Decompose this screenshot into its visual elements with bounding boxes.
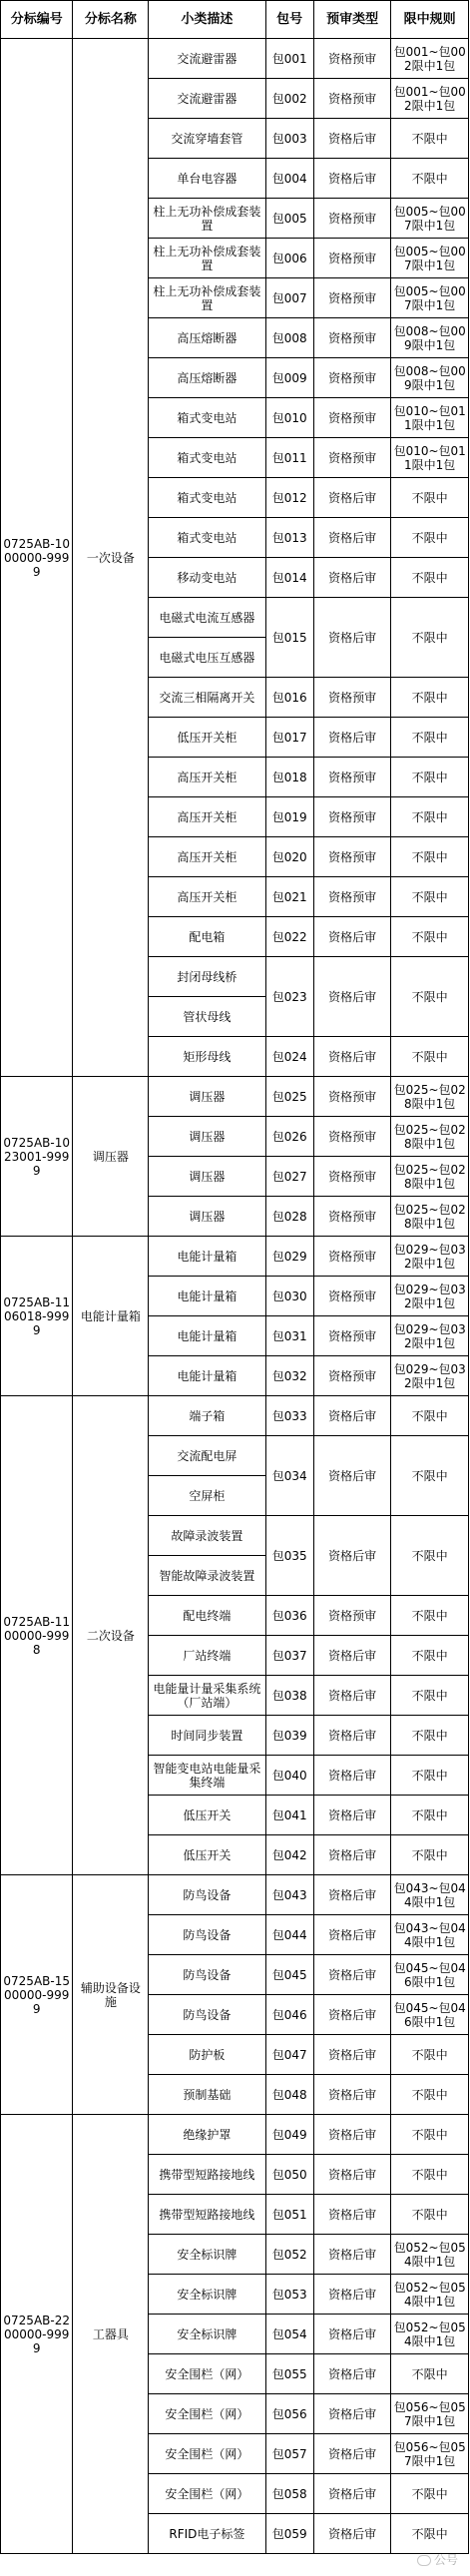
header-code: 分标编号 <box>1 1 73 39</box>
package-cell: 包039 <box>265 1716 313 1756</box>
review-type-cell: 资格后审 <box>313 2354 391 2394</box>
review-type-cell: 资格预审 <box>313 358 391 398</box>
limit-rule-cell: 包043~包044限中1包 <box>391 1875 469 1915</box>
item-desc-cell: 端子箱 <box>149 1396 265 1436</box>
package-cell: 包032 <box>265 1356 313 1396</box>
review-type-cell: 资格预审 <box>313 278 391 318</box>
limit-rule-cell: 包029~包032限中1包 <box>391 1237 469 1277</box>
limit-rule-cell: 不限中 <box>391 2354 469 2394</box>
item-desc-cell: 调压器 <box>149 1077 265 1117</box>
package-cell: 包010 <box>265 398 313 438</box>
package-cell: 包044 <box>265 1915 313 1955</box>
item-desc-cell: 调压器 <box>149 1117 265 1157</box>
review-type-cell: 资格预审 <box>313 79 391 119</box>
item-desc-cell: 时间同步装置 <box>149 1716 265 1756</box>
review-type-cell: 资格后审 <box>313 558 391 598</box>
review-type-cell: 资格预审 <box>313 837 391 877</box>
package-cell: 包030 <box>265 1277 313 1316</box>
item-desc-cell: RFID电子标签 <box>149 2514 265 2554</box>
package-cell: 包027 <box>265 1157 313 1197</box>
limit-rule-cell: 包025~包028限中1包 <box>391 1077 469 1117</box>
review-type-cell: 资格后审 <box>313 1915 391 1955</box>
item-desc-cell: 安全标识牌 <box>149 2315 265 2354</box>
package-cell: 包052 <box>265 2235 313 2275</box>
item-desc-cell: 箱式变电站 <box>149 438 265 478</box>
package-cell: 包013 <box>265 518 313 558</box>
item-desc-cell: 防鸟设备 <box>149 1875 265 1915</box>
package-cell: 包022 <box>265 917 313 957</box>
item-desc-cell: 防鸟设备 <box>149 1995 265 2035</box>
review-type-cell: 资格预审 <box>313 678 391 718</box>
item-desc-cell: 低压开关 <box>149 1835 265 1875</box>
review-type-cell: 资格后审 <box>313 2155 391 2195</box>
group-name-cell: 调压器 <box>73 1077 149 1237</box>
item-desc-cell: 电能计量箱 <box>149 1237 265 1277</box>
limit-rule-cell: 不限中 <box>391 2115 469 2155</box>
review-type-cell: 资格预审 <box>313 758 391 797</box>
limit-rule-cell: 不限中 <box>391 2514 469 2554</box>
package-cell: 包051 <box>265 2195 313 2235</box>
limit-rule-cell: 不限中 <box>391 518 469 558</box>
review-type-cell: 资格后审 <box>313 957 391 1037</box>
limit-rule-cell: 不限中 <box>391 1716 469 1756</box>
item-desc-cell: 故障录波装置 <box>149 1516 265 1556</box>
package-cell: 包007 <box>265 278 313 318</box>
limit-rule-cell: 不限中 <box>391 2155 469 2195</box>
item-desc-cell: 配电终端 <box>149 1596 265 1636</box>
package-cell: 包024 <box>265 1037 313 1077</box>
review-type-cell: 资格预审 <box>313 239 391 278</box>
item-desc-cell: 交流避雷器 <box>149 79 265 119</box>
limit-rule-cell: 不限中 <box>391 2075 469 2115</box>
item-desc-cell: 电能计量箱 <box>149 1356 265 1396</box>
item-desc-cell: 电磁式电压互感器 <box>149 638 265 678</box>
wechat-icon <box>417 2555 431 2566</box>
item-desc-cell: 箱式变电站 <box>149 478 265 518</box>
package-cell: 包045 <box>265 1955 313 1995</box>
review-type-cell: 资格预审 <box>313 438 391 478</box>
review-type-cell: 资格预审 <box>313 398 391 438</box>
item-desc-cell: 防护板 <box>149 2035 265 2075</box>
package-cell: 包055 <box>265 2354 313 2394</box>
limit-rule-cell: 不限中 <box>391 758 469 797</box>
item-desc-cell: 电磁式电流互感器 <box>149 598 265 638</box>
limit-rule-cell: 不限中 <box>391 917 469 957</box>
header-desc: 小类描述 <box>149 1 265 39</box>
review-type-cell: 资格后审 <box>313 1716 391 1756</box>
table-row <box>1 2115 469 2155</box>
item-desc-cell: 预制基础 <box>149 2075 265 2115</box>
limit-rule-cell: 不限中 <box>391 1636 469 1676</box>
limit-rule-cell: 包005~包007限中1包 <box>391 278 469 318</box>
package-cell: 包058 <box>265 2474 313 2514</box>
limit-rule-cell: 不限中 <box>391 1676 469 1716</box>
item-desc-cell: 安全标识牌 <box>149 2275 265 2315</box>
limit-rule-cell: 包010~包011限中1包 <box>391 438 469 478</box>
review-type-cell: 资格后审 <box>313 2075 391 2115</box>
review-type-cell: 资格后审 <box>313 2115 391 2155</box>
header-review-type: 预审类型 <box>313 1 391 39</box>
group-code-cell: 0725AB-2200000-9999 <box>1 2115 73 2554</box>
group-name-cell: 二次设备 <box>73 1396 149 1875</box>
limit-rule-cell: 包052~包054限中1包 <box>391 2315 469 2354</box>
table-row <box>1 39 469 79</box>
item-desc-cell: 交流穿墙套管 <box>149 119 265 159</box>
review-type-cell: 资格预审 <box>313 797 391 837</box>
limit-rule-cell: 不限中 <box>391 797 469 837</box>
limit-rule-cell: 包001~包002限中1包 <box>391 39 469 79</box>
limit-rule-cell: 不限中 <box>391 478 469 518</box>
review-type-cell: 资格后审 <box>313 2434 391 2474</box>
review-type-cell: 资格后审 <box>313 2474 391 2514</box>
header-row <box>1 1 469 39</box>
item-desc-cell: 箱式变电站 <box>149 518 265 558</box>
review-type-cell: 资格后审 <box>313 2235 391 2275</box>
review-type-cell: 资格后审 <box>313 2275 391 2315</box>
item-desc-cell: 柱上无功补偿成套装置 <box>149 239 265 278</box>
item-desc-cell: 交流三相隔离开关 <box>149 678 265 718</box>
package-cell: 包040 <box>265 1756 313 1796</box>
review-type-cell: 资格后审 <box>313 2514 391 2554</box>
item-desc-cell: 调压器 <box>149 1157 265 1197</box>
review-type-cell: 资格后审 <box>313 1676 391 1716</box>
review-type-cell: 资格后审 <box>313 1636 391 1676</box>
package-cell: 包026 <box>265 1117 313 1157</box>
limit-rule-cell: 包043~包044限中1包 <box>391 1915 469 1955</box>
review-type-cell: 资格后审 <box>313 1756 391 1796</box>
review-type-cell: 资格预审 <box>313 1277 391 1316</box>
header-name: 分标名称 <box>73 1 149 39</box>
limit-rule-cell: 不限中 <box>391 837 469 877</box>
package-cell: 包019 <box>265 797 313 837</box>
review-type-cell: 资格预审 <box>313 318 391 358</box>
review-type-cell: 资格后审 <box>313 1396 391 1436</box>
limit-rule-cell: 包025~包028限中1包 <box>391 1117 469 1157</box>
item-desc-cell: 智能变电站电能量采集终端 <box>149 1756 265 1796</box>
package-cell: 包037 <box>265 1636 313 1676</box>
package-cell: 包006 <box>265 239 313 278</box>
review-type-cell: 资格预审 <box>313 199 391 239</box>
package-cell: 包011 <box>265 438 313 478</box>
review-type-cell: 资格后审 <box>313 1875 391 1915</box>
limit-rule-cell: 包056~包057限中1包 <box>391 2434 469 2474</box>
limit-rule-cell: 不限中 <box>391 558 469 598</box>
item-desc-cell: 防鸟设备 <box>149 1915 265 1955</box>
item-desc-cell: 管状母线 <box>149 997 265 1037</box>
package-cell: 包056 <box>265 2394 313 2434</box>
header-limit-rule: 限中规则 <box>391 1 469 39</box>
package-cell: 包048 <box>265 2075 313 2115</box>
package-cell: 包036 <box>265 1596 313 1636</box>
item-desc-cell: 低压开关 <box>149 1796 265 1835</box>
limit-rule-cell: 包029~包032限中1包 <box>391 1316 469 1356</box>
review-type-cell: 资格后审 <box>313 1516 391 1596</box>
item-desc-cell: 柱上无功补偿成套装置 <box>149 278 265 318</box>
package-cell: 包025 <box>265 1077 313 1117</box>
review-type-cell: 资格后审 <box>313 478 391 518</box>
limit-rule-cell: 不限中 <box>391 2035 469 2075</box>
package-cell: 包021 <box>265 877 313 917</box>
review-type-cell: 资格预审 <box>313 1237 391 1277</box>
group-name-cell: 工器具 <box>73 2115 149 2554</box>
package-cell: 包028 <box>265 1197 313 1237</box>
review-type-cell: 资格后审 <box>313 518 391 558</box>
group-name-cell: 一次设备 <box>73 39 149 1077</box>
review-type-cell: 资格后审 <box>313 2394 391 2434</box>
table-row <box>1 1396 469 1436</box>
review-type-cell: 资格预审 <box>313 1316 391 1356</box>
package-cell: 包031 <box>265 1316 313 1356</box>
limit-rule-cell: 包052~包054限中1包 <box>391 2235 469 2275</box>
review-type-cell: 资格预审 <box>313 1117 391 1157</box>
item-desc-cell: 安全围栏（网） <box>149 2354 265 2394</box>
limit-rule-cell: 不限中 <box>391 1756 469 1796</box>
limit-rule-cell: 包056~包057限中1包 <box>391 2394 469 2434</box>
package-cell: 包015 <box>265 598 313 678</box>
limit-rule-cell: 不限中 <box>391 1037 469 1077</box>
package-cell: 包038 <box>265 1676 313 1716</box>
table-row <box>1 1237 469 1277</box>
item-desc-cell: 高压开关柜 <box>149 758 265 797</box>
review-type-cell: 资格后审 <box>313 2035 391 2075</box>
package-cell: 包041 <box>265 1796 313 1835</box>
item-desc-cell: 携带型短路接地线 <box>149 2195 265 2235</box>
item-desc-cell: 智能故障录波装置 <box>149 1556 265 1596</box>
limit-rule-cell: 包005~包007限中1包 <box>391 199 469 239</box>
item-desc-cell: 携带型短路接地线 <box>149 2155 265 2195</box>
package-cell: 包008 <box>265 318 313 358</box>
limit-rule-cell: 不限中 <box>391 159 469 199</box>
review-type-cell: 资格后审 <box>313 2195 391 2235</box>
review-type-cell: 资格预审 <box>313 1157 391 1197</box>
watermark <box>417 2551 458 2568</box>
review-type-cell: 资格后审 <box>313 598 391 678</box>
limit-rule-cell: 包001~包002限中1包 <box>391 79 469 119</box>
package-cell: 包009 <box>265 358 313 398</box>
package-cell: 包057 <box>265 2434 313 2474</box>
item-desc-cell: 电能量计量采集系统（厂站端） <box>149 1676 265 1716</box>
item-desc-cell: 高压开关柜 <box>149 797 265 837</box>
item-desc-cell: 厂站终端 <box>149 1636 265 1676</box>
limit-rule-cell: 包008~包009限中1包 <box>391 358 469 398</box>
package-cell: 包003 <box>265 119 313 159</box>
limit-rule-cell: 不限中 <box>391 1596 469 1636</box>
limit-rule-cell: 不限中 <box>391 119 469 159</box>
item-desc-cell: 低压开关柜 <box>149 718 265 758</box>
item-desc-cell: 高压熔断器 <box>149 358 265 398</box>
limit-rule-cell: 不限中 <box>391 1835 469 1875</box>
header-package: 包号 <box>265 1 313 39</box>
limit-rule-cell: 包005~包007限中1包 <box>391 239 469 278</box>
limit-rule-cell: 包045~包046限中1包 <box>391 1995 469 2035</box>
watermark-text: 公号 <box>433 2553 458 2567</box>
review-type-cell: 资格预审 <box>313 39 391 79</box>
item-desc-cell: 交流避雷器 <box>149 39 265 79</box>
limit-rule-cell: 包045~包046限中1包 <box>391 1955 469 1995</box>
review-type-cell: 资格后审 <box>313 1037 391 1077</box>
table-row <box>1 1077 469 1117</box>
limit-rule-cell: 不限中 <box>391 2195 469 2235</box>
review-type-cell: 资格后审 <box>313 718 391 758</box>
package-cell: 包012 <box>265 478 313 518</box>
package-cell: 包043 <box>265 1875 313 1915</box>
review-type-cell: 资格预审 <box>313 877 391 917</box>
review-type-cell: 资格后审 <box>313 1835 391 1875</box>
limit-rule-cell: 不限中 <box>391 598 469 678</box>
review-type-cell: 资格后审 <box>313 119 391 159</box>
item-desc-cell: 交流配电屏 <box>149 1436 265 1476</box>
item-desc-cell: 安全围栏（网） <box>149 2474 265 2514</box>
group-code-cell: 0725AB-1500000-9999 <box>1 1875 73 2115</box>
package-cell: 包035 <box>265 1516 313 1596</box>
limit-rule-cell: 不限中 <box>391 678 469 718</box>
limit-rule-cell: 不限中 <box>391 1796 469 1835</box>
package-cell: 包017 <box>265 718 313 758</box>
limit-rule-cell: 包010~包011限中1包 <box>391 398 469 438</box>
package-cell: 包023 <box>265 957 313 1037</box>
item-desc-cell: 绝缘护罩 <box>149 2115 265 2155</box>
package-cell: 包054 <box>265 2315 313 2354</box>
review-type-cell: 资格预审 <box>313 1077 391 1117</box>
package-cell: 包018 <box>265 758 313 797</box>
item-desc-cell: 高压开关柜 <box>149 837 265 877</box>
item-desc-cell: 电能计量箱 <box>149 1277 265 1316</box>
item-desc-cell: 电能计量箱 <box>149 1316 265 1356</box>
limit-rule-cell: 包029~包032限中1包 <box>391 1277 469 1316</box>
group-code-cell: 0725AB-1100000-9998 <box>1 1396 73 1875</box>
package-cell: 包034 <box>265 1436 313 1516</box>
item-desc-cell: 安全围栏（网） <box>149 2434 265 2474</box>
review-type-cell: 资格预审 <box>313 1197 391 1237</box>
item-desc-cell: 高压开关柜 <box>149 877 265 917</box>
item-desc-cell: 安全标识牌 <box>149 2235 265 2275</box>
package-cell: 包004 <box>265 159 313 199</box>
package-cell: 包047 <box>265 2035 313 2075</box>
limit-rule-cell: 不限中 <box>391 877 469 917</box>
package-cell: 包005 <box>265 199 313 239</box>
limit-rule-cell: 包025~包028限中1包 <box>391 1157 469 1197</box>
review-type-cell: 资格后审 <box>313 1436 391 1516</box>
package-cell: 包002 <box>265 79 313 119</box>
review-type-cell: 资格后审 <box>313 2315 391 2354</box>
limit-rule-cell: 不限中 <box>391 1396 469 1436</box>
item-desc-cell: 封闭母线桥 <box>149 957 265 997</box>
limit-rule-cell: 不限中 <box>391 1436 469 1516</box>
group-code-cell: 0725AB-1000000-9999 <box>1 39 73 1077</box>
item-desc-cell: 矩形母线 <box>149 1037 265 1077</box>
group-code-cell: 0725AB-1023001-9999 <box>1 1077 73 1237</box>
limit-rule-cell: 包025~包028限中1包 <box>391 1197 469 1237</box>
limit-rule-cell: 不限中 <box>391 2474 469 2514</box>
item-desc-cell: 高压熔断器 <box>149 318 265 358</box>
limit-rule-cell: 包029~包032限中1包 <box>391 1356 469 1396</box>
limit-rule-cell: 包008~包009限中1包 <box>391 318 469 358</box>
package-cell: 包059 <box>265 2514 313 2554</box>
package-cell: 包053 <box>265 2275 313 2315</box>
package-cell: 包050 <box>265 2155 313 2195</box>
review-type-cell: 资格预审 <box>313 1596 391 1636</box>
review-type-cell: 资格预审 <box>313 1356 391 1396</box>
package-cell: 包042 <box>265 1835 313 1875</box>
package-cell: 包033 <box>265 1396 313 1436</box>
table-row <box>1 1875 469 1915</box>
item-desc-cell: 单台电容器 <box>149 159 265 199</box>
limit-rule-cell: 不限中 <box>391 957 469 1037</box>
review-type-cell: 资格后审 <box>313 917 391 957</box>
item-desc-cell: 防鸟设备 <box>149 1955 265 1995</box>
package-cell: 包001 <box>265 39 313 79</box>
review-type-cell: 资格后审 <box>313 1955 391 1995</box>
package-cell: 包016 <box>265 678 313 718</box>
group-code-cell: 0725AB-1106018-9999 <box>1 1237 73 1396</box>
review-type-cell: 资格后审 <box>313 159 391 199</box>
item-desc-cell: 空屏柜 <box>149 1476 265 1516</box>
item-desc-cell: 柱上无功补偿成套装置 <box>149 199 265 239</box>
limit-rule-cell: 不限中 <box>391 718 469 758</box>
limit-rule-cell: 不限中 <box>391 1516 469 1596</box>
package-cell: 包020 <box>265 837 313 877</box>
review-type-cell: 资格后审 <box>313 1796 391 1835</box>
group-name-cell: 电能计量箱 <box>73 1237 149 1396</box>
item-desc-cell: 调压器 <box>149 1197 265 1237</box>
item-desc-cell: 配电箱 <box>149 917 265 957</box>
item-desc-cell: 安全围栏（网） <box>149 2394 265 2434</box>
package-cell: 包046 <box>265 1995 313 2035</box>
package-cell: 包014 <box>265 558 313 598</box>
item-desc-cell: 移动变电站 <box>149 558 265 598</box>
item-desc-cell: 箱式变电站 <box>149 398 265 438</box>
package-cell: 包049 <box>265 2115 313 2155</box>
review-type-cell: 资格后审 <box>313 1995 391 2035</box>
package-cell: 包029 <box>265 1237 313 1277</box>
group-name-cell: 辅助设备设施 <box>73 1875 149 2115</box>
limit-rule-cell: 包052~包054限中1包 <box>391 2275 469 2315</box>
